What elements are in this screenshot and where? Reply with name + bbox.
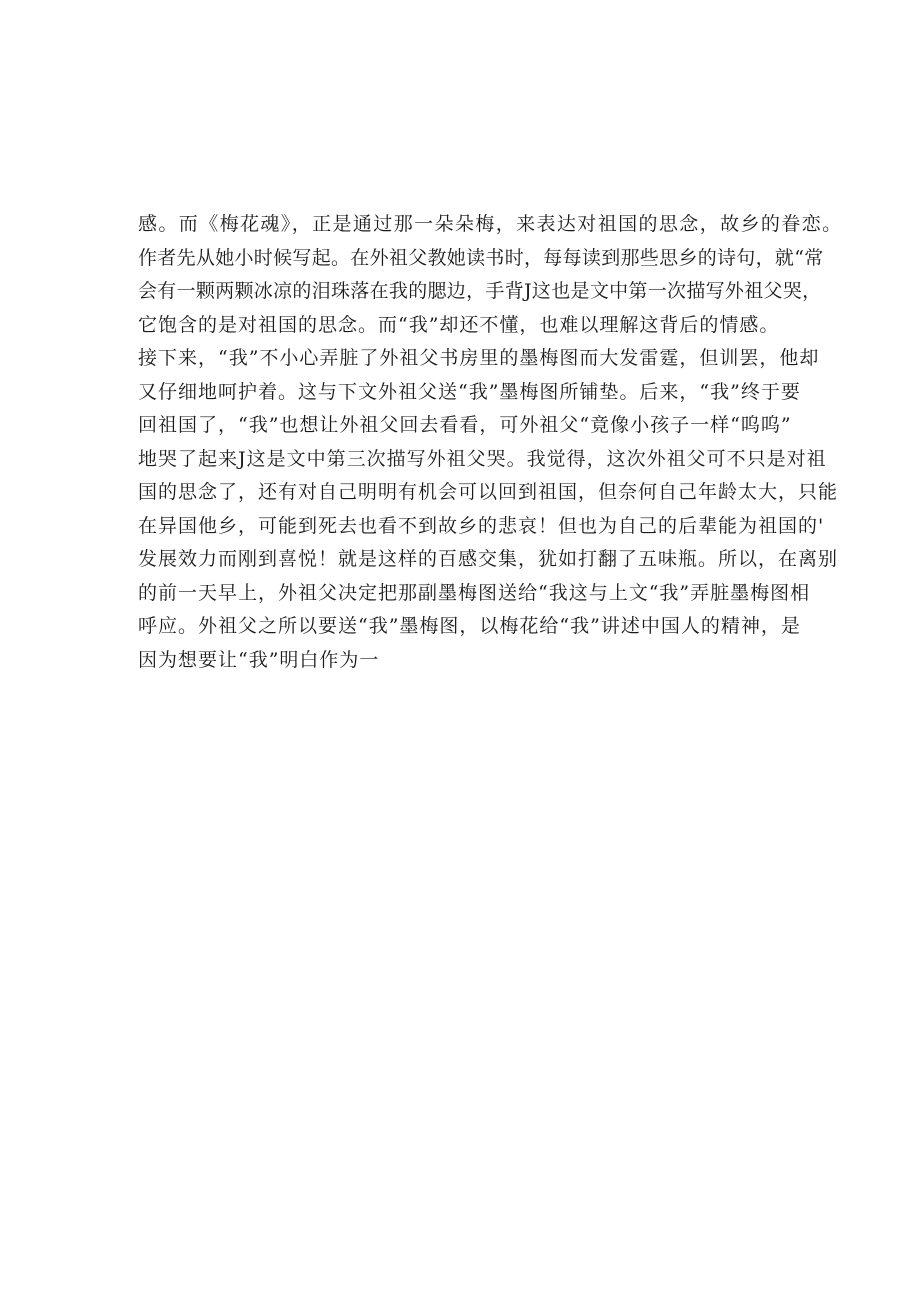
text-line: 地哭了起来J这是文中第三次描写外祖父哭。我觉得，这次外祖父可不只是对祖 xyxy=(138,447,827,470)
text-line: 在异国他乡，可能到死去也看不到故乡的悲哀！但也为自己的后辈能为祖国的' xyxy=(138,514,825,537)
text-line: 呼应。外祖父之所以要送“我”墨梅图，以梅花给“我”讲述中国人的精神，是 xyxy=(138,615,801,637)
text-line: 又仔细地呵护着。这与下文外祖父送“我”墨梅图所铺垫。后来，“我”终于要 xyxy=(138,380,801,403)
essay-body xyxy=(138,208,843,677)
text-line: 国的思念了，还有对自己明明有机会可以回到祖国，但奈何自己年龄太大，只能 xyxy=(138,481,839,503)
text-line: 会有一颗两颗冰凉的泪珠落在我的腮边，手背J这也是文中第一次描写外祖父哭， xyxy=(138,280,822,302)
text-line: 作者先从她小时候写起。在外祖父教她读书时，每每读到那些思乡的诗句，就“常 xyxy=(138,246,824,269)
text-line: 感。而《梅花魂》，正是通过那一朵朵梅，来表达对祖国的思念，故乡的眷恋。 xyxy=(138,213,843,235)
text-line: 回祖国了，“我”也想让外祖父回去看看，可外祖父“竟像小孩子一样“呜呜” xyxy=(138,414,792,436)
text-line: 因为想要让“我”明白作为一 xyxy=(138,648,380,671)
text-line: 发展效力而刚到喜悦！就是这样的百感交集，犹如打翻了五味瓶。所以，在离别 xyxy=(138,548,839,570)
text-line: 它饱含的是对祖国的思念。而“我”却还不懂，也难以理解这背后的情感。 xyxy=(138,313,780,336)
text-line: 的前一天早上，外祖父决定把那副墨梅图送给“我这与上文“我”弄脏墨梅图相 xyxy=(138,581,811,604)
text-line: 接下来，“我”不小心弄脏了外祖父书房里的墨梅图而大发雷霆，但训罢，他却 xyxy=(138,347,820,369)
